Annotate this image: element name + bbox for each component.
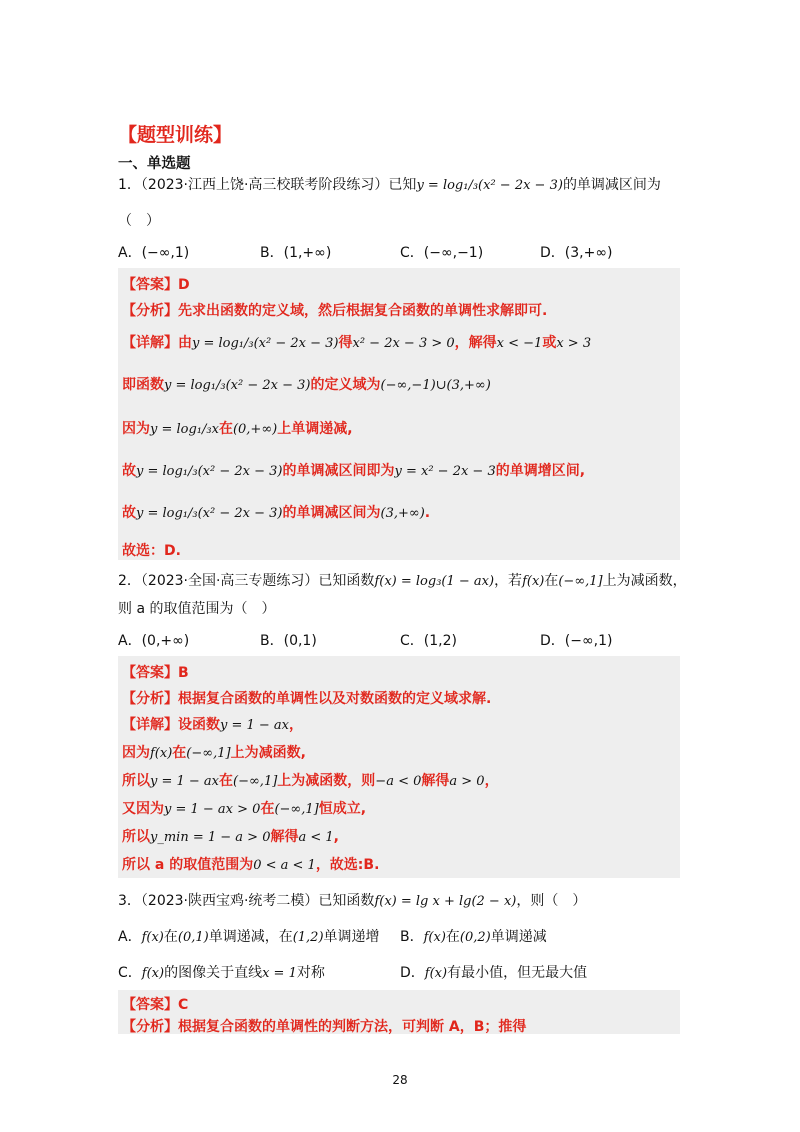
detail-line: 即函数y = log₁/₃(x² − 2x − 3)的定义域为(−∞,−1)∪(3,+∞) bbox=[122, 377, 491, 393]
question-2-prompt: 则 a 的取值范围为（ ） bbox=[118, 601, 276, 617]
solution-box-3 bbox=[118, 990, 680, 1034]
option-b: B．(0,1) bbox=[260, 633, 317, 649]
detail-line: 又因为y = 1 − ax > 0在(−∞,1]恒成立, bbox=[122, 801, 367, 817]
section-title: 【题型训练】 bbox=[118, 124, 233, 146]
question-1-stem: 1．（2023·江西上饶·高三校联考阶段练习）已知y = log₁/₃(x² − 2x − 3)的单调减区间为 bbox=[118, 177, 661, 193]
conclusion: 故选：D. bbox=[122, 543, 181, 559]
option-a: A．(−∞,1) bbox=[118, 245, 190, 261]
detail-line: 故y = log₁/₃(x² − 2x − 3)的单调减区间为(3,+∞). bbox=[122, 505, 431, 521]
option-d: D．(3,+∞) bbox=[540, 245, 613, 261]
option-a: A．f(x)在(0,1)单调递减，在(1,2)单调递增 bbox=[118, 929, 380, 945]
formula: y = log₁/₃(x² − 2x − 3) bbox=[416, 178, 563, 193]
question-3-options-row-1 bbox=[118, 926, 688, 948]
question-2-stem: 2．（2023·全国·高三专题练习）已知函数f(x) = log₃(1 − ax)，若f(x)在(−∞,1]上为减函数， bbox=[118, 573, 687, 589]
question-3-options-row-2 bbox=[118, 962, 688, 984]
detail-line: 【详解】设函数y = 1 − ax， bbox=[122, 717, 304, 733]
question-1-paren: （ ） bbox=[118, 213, 160, 229]
page-number: 28 bbox=[392, 1073, 408, 1087]
solution-box-1 bbox=[118, 268, 680, 560]
answer: 【答案】C bbox=[122, 997, 189, 1013]
analysis: 【分析】根据复合函数的单调性的判断方法，可判断 A，B；推得 bbox=[122, 1019, 527, 1035]
option-b: B．f(x)在(0,2)单调递减 bbox=[400, 929, 547, 945]
detail-line: 因为y = log₁/₃x在(0,+∞)上单调递减, bbox=[122, 421, 353, 437]
detail-line: 因为f(x)在(−∞,1]上为减函数, bbox=[122, 745, 306, 761]
question-2-options bbox=[118, 630, 688, 652]
answer: 【答案】D bbox=[122, 277, 190, 293]
question-3-stem: 3．（2023·陕西宝鸡·统考二模）已知函数f(x) = lg x + lg(2 − x)，则（ ） bbox=[118, 893, 587, 909]
detail-line: 所以 a 的取值范围为0 < a < 1，故选:B. bbox=[122, 857, 380, 873]
option-b: B．(1,+∞) bbox=[260, 245, 332, 261]
detail-line: 故y = log₁/₃(x² − 2x − 3)的单调减区间即为y = x² − 2x − 3的单调增区间, bbox=[122, 463, 586, 479]
option-c: C．f(x)的图像关于直线x = 1对称 bbox=[118, 965, 325, 981]
question-1-options bbox=[118, 242, 688, 264]
option-c: C．(1,2) bbox=[400, 633, 457, 649]
answer: 【答案】B bbox=[122, 665, 189, 681]
analysis: 【分析】根据复合函数的单调性以及对数函数的定义域求解. bbox=[122, 691, 492, 707]
solution-box-2 bbox=[118, 656, 680, 878]
option-a: A．(0,+∞) bbox=[118, 633, 190, 649]
option-d: D．f(x)有最小值，但无最大值 bbox=[400, 965, 588, 981]
option-d: D．(−∞,1) bbox=[540, 633, 613, 649]
analysis: 【分析】先求出函数的定义域，然后根据复合函数的单调性求解即可. bbox=[122, 303, 548, 319]
option-c: C．(−∞,−1) bbox=[400, 245, 484, 261]
detail-line: 所以y_min = 1 − a > 0解得a < 1, bbox=[122, 829, 339, 845]
detail-line: 【详解】由y = log₁/₃(x² − 2x − 3)得x² − 2x − 3 > 0，解得x < −1或x > 3 bbox=[122, 335, 592, 351]
detail-line: 所以y = 1 − ax在(−∞,1]上为减函数，则−a < 0解得a > 0， bbox=[122, 773, 499, 789]
subhead: 一、单选题 bbox=[118, 156, 191, 172]
